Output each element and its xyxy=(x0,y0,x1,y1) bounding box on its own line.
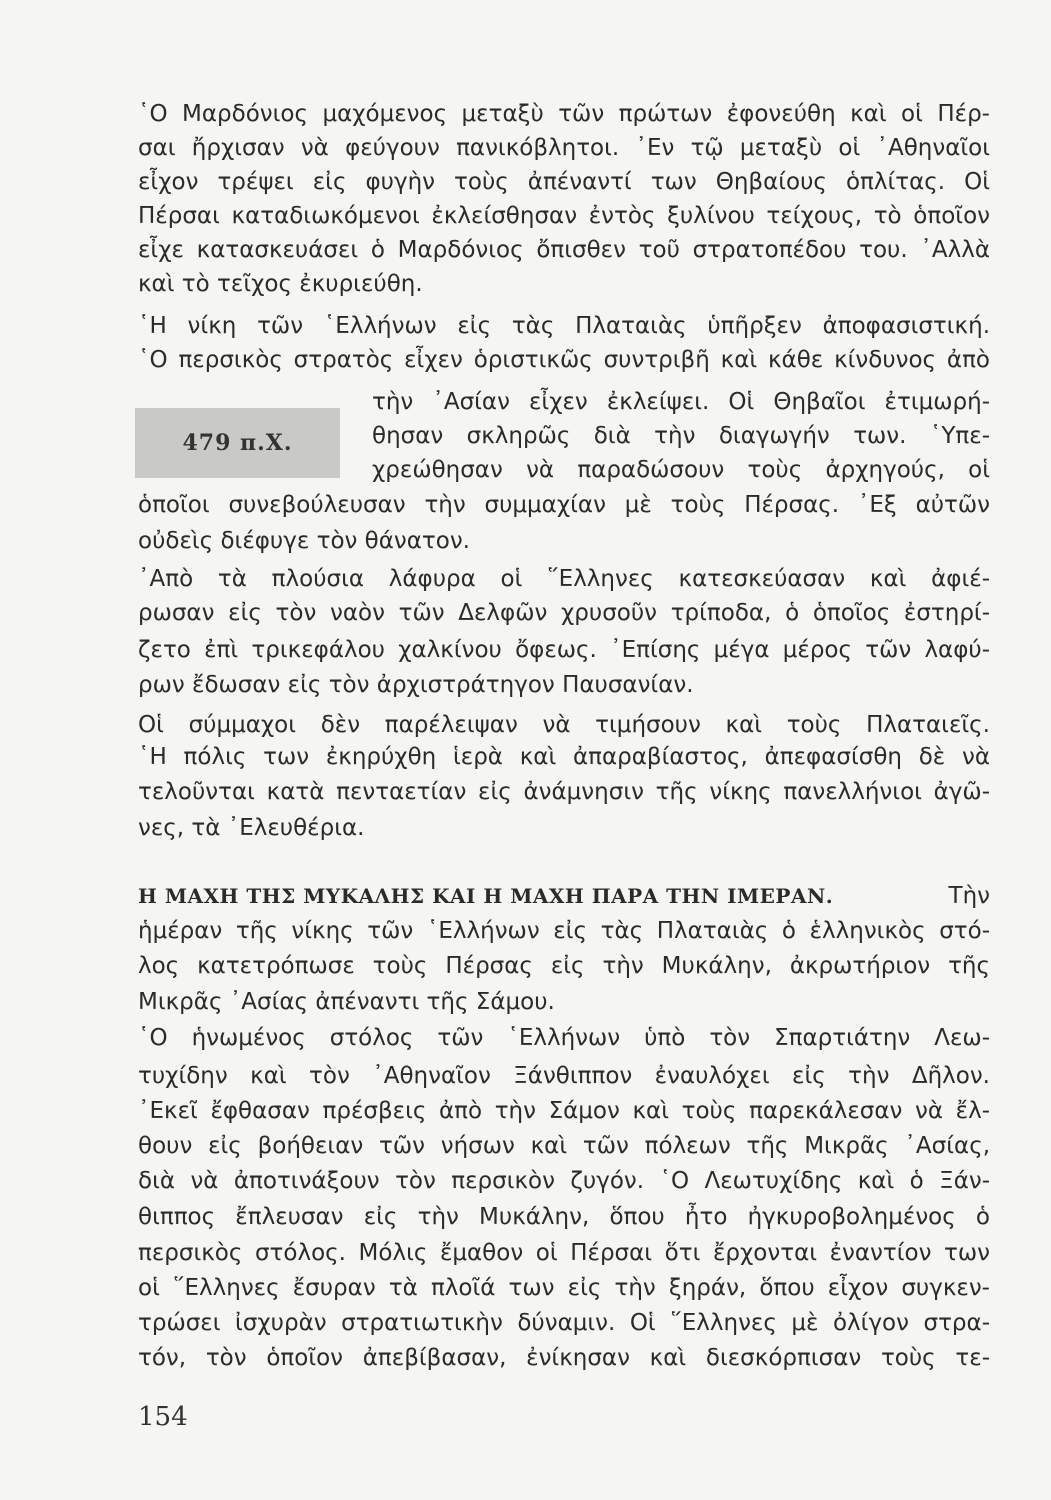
text-line: ῾Η πόλις των ἐκηρύχθη ἱερὰ καὶ ἀπαραβίαστος, ἀπεφασίσθη δὲ νὰ xyxy=(138,744,990,770)
text-line: θιππος ἔπλευσαν εἰς τὴν Μυκάλην, ὅπου ἦτο ἠγκυροβολημένος ὁ xyxy=(138,1204,990,1230)
text-line: σαι ἤρχισαν νὰ φεύγουν πανικόβλητοι. ᾿Εν τῷ μεταξὺ οἱ ᾿Αθηναῖοι xyxy=(138,135,990,161)
text-line: ῾Η νίκη τῶν ῾Ελλήνων εἰς τὰς Πλαταιὰς ὑπῆρξεν ἀποφασιστική. xyxy=(138,313,990,339)
section-heading-line xyxy=(138,881,990,911)
text-line: Οἱ σύμμαχοι δὲν παρέλειψαν νὰ τιμήσουν καὶ τοὺς Πλαταιεῖς. xyxy=(138,712,990,738)
text-line: Μικρᾶς ᾿Ασίας ἀπέναντι τῆς Σάμου. xyxy=(138,989,555,1015)
text-line: τὴν ᾿Ασίαν εἶχεν ἐκλείψει. Οἱ Θηβαῖοι ἐτιμωρή- xyxy=(372,389,990,415)
text-line: διὰ νὰ ἀποτινάξουν τὸν περσικὸν ζυγόν. ῾Ο Λεωτυχίδης καὶ ὁ Ξάν- xyxy=(138,1168,990,1194)
text-line: λος κατετρόπωσε τοὺς Πέρσας εἰς τὴν Μυκάλην, ἀκρωτήριον τῆς xyxy=(138,953,990,979)
text-line: ῾Ο Μαρδόνιος μαχόμενος μεταξὺ τῶν πρώτων ἐφονεύθη καὶ οἱ Πέρ- xyxy=(138,101,990,127)
text-line: ρων ἔδωσαν εἰς τὸν ἀρχιστράτηγον Παυσανίαν. xyxy=(138,672,694,698)
text-line: χρεώθησαν νὰ παραδώσουν τοὺς ἀρχηγούς, οἱ xyxy=(372,457,990,483)
text-line: ζετο ἐπὶ τρικεφάλου χαλκίνου ὄφεως. ᾿Επίσης μέγα μέρος τῶν λαφύ- xyxy=(138,637,990,663)
text-line: ῾Ο ἡνωμένος στόλος τῶν ῾Ελλήνων ὑπὸ τὸν Σπαρτιάτην Λεω- xyxy=(138,1025,990,1051)
text-line: νες, τὰ ᾿Ελευθέρια. xyxy=(138,815,365,841)
text-line: ᾿Εκεῖ ἔφθασαν πρέσβεις ἀπὸ τὴν Σάμον καὶ τοὺς παρεκάλεσαν νὰ ἔλ- xyxy=(138,1098,990,1124)
text-line: εἶχε κατασκευάσει ὁ Μαρδόνιος ὄπισθεν τοῦ στρατοπέδου του. ᾿Αλλὰ xyxy=(138,237,990,263)
text-line: τόν, τὸν ὁποῖον ἀπεβίβασαν, ἐνίκησαν καὶ διεσκόρπισαν τοὺς τε- xyxy=(138,1345,990,1371)
text-line: εἶχον τρέψει εἰς φυγὴν τοὺς ἀπέναντί των Θηβαίους ὁπλίτας. Οἱ xyxy=(138,169,990,195)
text-line: Πέρσαι καταδιωκόμενοι ἐκλείσθησαν ἐντὸς ξυλίνου τείχους, τὸ ὁποῖον xyxy=(138,203,990,229)
text-line: τρώσει ἰσχυρὰν στρατιωτικὴν δύναμιν. Οἱ ῞Ελληνες μὲ ὀλίγον στρα- xyxy=(138,1310,990,1336)
margin-date-box xyxy=(135,408,340,478)
margin-date-label: 479 π.Χ. xyxy=(182,430,293,456)
text-line: θησαν σκληρῶς διὰ τὴν διαγωγήν των. ῾Υπε- xyxy=(372,423,990,449)
text-line: τυχίδην καὶ τὸν ᾿Αθηναῖον Ξάνθιππον ἐναυλόχει εἰς τὴν Δῆλον. xyxy=(138,1063,990,1089)
text-line: ῾Ο περσικὸς στρατὸς εἶχεν ὁριστικῶς συντριβῆ καὶ κάθε κίνδυνος ἀπὸ xyxy=(138,347,990,373)
text-line: ρωσαν εἰς τὸν ναὸν τῶν Δελφῶν χρυσοῦν τρίποδα, ὁ ὁποῖος ἐστηρί- xyxy=(138,600,990,626)
text-line: θουν εἰς βοήθειαν τῶν νήσων καὶ τῶν πόλεων τῆς Μικρᾶς ᾿Ασίας, xyxy=(138,1133,990,1159)
text-line: οἱ ῞Ελληνες ἔσυραν τὰ πλοῖά των εἰς τὴν ξηράν, ὅπου εἶχον συγκεν- xyxy=(138,1275,990,1301)
section-heading: Η ΜΑΧΗ ΤΗΣ ΜΥΚΑΛΗΣ ΚΑΙ Η ΜΑΧΗ ΠΑΡΑ ΤΗΝ ΙΜΕΡΑΝ. xyxy=(138,884,834,908)
heading-tail-text: Τὴν xyxy=(948,883,990,909)
page-number: 154 xyxy=(138,1402,188,1432)
text-line: ἡμέραν τῆς νίκης τῶν ῾Ελλήνων εἰς τὰς Πλαταιὰς ὁ ἑλληνικὸς στό- xyxy=(138,918,990,944)
text-line: καὶ τὸ τεῖχος ἐκυριεύθη. xyxy=(138,271,423,297)
text-line: ᾿Απὸ τὰ πλούσια λάφυρα οἱ ῞Ελληνες κατεσκεύασαν καὶ ἀφιέ- xyxy=(138,566,990,592)
text-line: ὁποῖοι συνεβούλευσαν τὴν συμμαχίαν μὲ τοὺς Πέρσας. ᾿Εξ αὐτῶν xyxy=(138,492,990,518)
text-line: περσικὸς στόλος. Μόλις ἔμαθον οἱ Πέρσαι ὅτι ἔρχονται ἐναντίον των xyxy=(138,1240,990,1266)
text-line: τελοῦνται κατὰ πενταετίαν εἰς ἀνάμνησιν τῆς νίκης πανελλήνιοι ἀγῶ- xyxy=(138,779,990,805)
text-line: οὐδεὶς διέφυγε τὸν θάνατον. xyxy=(138,528,470,554)
